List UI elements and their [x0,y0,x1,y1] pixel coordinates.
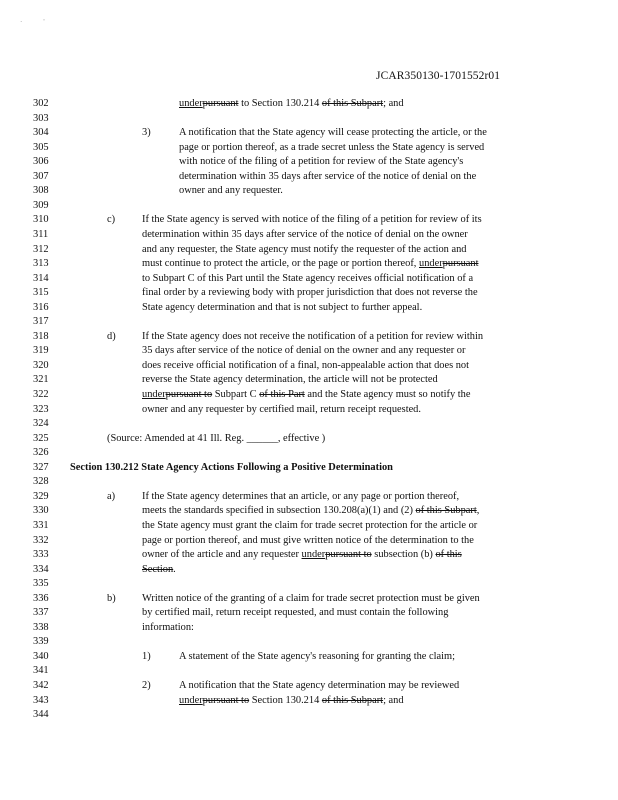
document-line [0,504,618,517]
line-number: 328 [33,476,49,488]
line-number: 337 [33,607,49,619]
deleted-text: pursuant [202,98,239,109]
deleted-text: pursuant to [165,389,213,400]
line-number: 302 [33,98,49,109]
text-run: Section 130.212 State Agency Actions Following a Positive Determination [70,461,393,473]
section-heading [70,461,393,474]
line-number: 312 [33,243,49,255]
line-number: 306 [33,156,49,168]
line-number: 307 [33,170,49,182]
deleted-text: of this Subpart [321,98,384,109]
document-line [0,664,618,677]
text-run: If the State agency determines that an article, or any page or portion thereof, [142,490,460,502]
deleted-text: Section [142,563,174,575]
document-line [0,461,618,474]
inserted-text: under [419,258,443,270]
line-number: 309 [33,199,49,211]
document-line [0,577,618,590]
text-run: A notification that the State agency will cease protecting the article, or the [179,127,487,139]
text-run: and any requester, the State agency must notify the requester of the action and [142,243,467,255]
text-run: If the State agency does not receive the notification of a petition for review within [142,330,484,342]
line-number: 341 [33,665,49,677]
document-line [0,286,618,299]
line-text [142,548,462,561]
deleted-text: of this Part [259,389,305,400]
text-run: does receive official notification of a final, non-appealable action that does not [142,359,469,371]
document-line [0,679,618,692]
line-number: 319 [33,345,49,357]
line-text [142,403,421,416]
line-number: 338 [33,621,49,633]
line-number: 315 [33,287,49,299]
list-marker: d) [107,330,116,342]
document-line [0,141,618,154]
text-run: must continue to protect the article, or the page or portion thereof, [142,258,419,270]
text-run: to Subpart C of this Part until the State agency receives official notification of a [142,272,474,284]
document-line [0,257,618,270]
line-number: 311 [33,228,49,240]
text-run: State agency determination and that is not subject to further appeal. [142,301,423,313]
inserted-text: under [301,549,326,561]
line-number: 327 [33,461,49,473]
deleted-text: pursuant to [202,694,250,706]
line-number: 336 [33,592,49,604]
line-number: 339 [33,636,49,648]
document-line [0,243,618,256]
deleted-text: of this [435,549,462,561]
text-run: . [173,563,176,575]
list-marker: a) [107,490,116,502]
line-text [142,228,468,241]
document-line [0,184,618,197]
line-number: 308 [33,185,49,197]
line-text [142,621,194,634]
inserted-text: under [179,98,203,109]
text-run: owner and any requester by certified mail, return receipt requested. [142,403,421,415]
document-line [0,373,618,386]
line-text [142,272,473,285]
line-text [179,141,484,154]
text-run: final order by a reviewing body with proper jurisdiction that does not reverse the [142,287,478,299]
document-line [0,708,618,721]
line-number: 332 [33,534,49,546]
line-number: 304 [33,127,49,139]
line-text [179,184,283,197]
deleted-text: pursuant to [325,549,372,561]
line-text [142,388,470,401]
text-run: by certified mail, return receipt requested, and must contain the following [142,607,449,619]
document-line [0,650,618,663]
line-number: 326 [33,447,49,459]
document-line [0,272,618,285]
line-number: 329 [33,490,49,502]
text-run: and the State agency must so notify the [304,389,471,400]
document-line [0,228,618,241]
text-run: meets the standards specified in subsection 130.208(a)(1) and (2) [142,505,416,517]
document-line [0,388,618,401]
text-run: determination within 35 days after service of the notice of denial on the [179,170,477,182]
inserted-text: under [179,694,203,706]
line-text [179,97,404,110]
document-line [0,592,618,605]
document-line [0,213,618,226]
text-run: page or portion thereof, and must give written notice of the determination to the [142,534,474,546]
line-number: 344 [33,709,49,721]
text-run: to Section 130.214 [238,98,322,109]
deleted-text: of this Subpart [415,505,477,517]
line-text [142,257,478,270]
line-number: 318 [33,330,49,342]
document-line [0,475,618,488]
line-text [142,344,465,357]
line-number: 334 [33,563,49,575]
document-line [0,548,618,561]
text-run: A statement of the State agency's reasoning for granting the claim; [179,650,455,662]
text-run: subsection (b) [371,549,436,561]
line-number: 316 [33,301,49,313]
document-line [0,155,618,168]
list-marker: 3) [142,127,151,139]
line-number: 310 [33,214,49,226]
document-line [0,606,618,619]
line-number: 321 [33,374,49,386]
line-text [142,592,480,605]
document-line [0,446,618,459]
line-number: 325 [33,432,49,444]
line-text [179,694,404,707]
line-number: 324 [33,418,49,430]
deleted-text: of this Subpart [321,694,384,706]
list-marker: c) [107,214,116,226]
text-run: A notification that the State agency determination may be reviewed [179,680,460,691]
line-text [142,359,469,372]
document-line [0,534,618,547]
line-number: 340 [33,650,49,662]
text-run: If the State agency is served with notice of the filing of a petition for review of its [142,214,482,226]
line-number: 333 [33,549,49,561]
line-text [142,213,482,226]
line-number: 342 [33,680,49,691]
deleted-text: pursuant [442,258,479,270]
list-marker: 2) [142,680,151,691]
document-line [0,199,618,212]
document-line [0,344,618,357]
text-run: Written notice of the granting of a claim for trade secret protection must be given [142,592,480,604]
line-number: 322 [33,389,49,400]
text-run: ; and [383,694,404,706]
document-line [0,97,618,110]
line-text [179,126,487,139]
line-text [142,563,176,576]
document-line [0,330,618,343]
document-line [0,301,618,314]
document-line [0,417,618,430]
line-text [142,606,448,619]
text-run: owner and any requester. [179,185,283,197]
line-text [179,650,455,663]
text-run: the State agency must grant the claim for trade secret protection for the article or [142,519,478,531]
line-text [142,330,483,343]
line-text [142,373,438,386]
line-number: 317 [33,316,49,328]
line-text [179,679,459,692]
line-number: 335 [33,578,49,590]
line-text [107,432,325,445]
line-text [142,301,422,314]
document-line [0,112,618,125]
text-run: 35 days after service of the notice of denial on the owner and any requester or [142,345,466,357]
line-number: 314 [33,272,49,284]
document-line [0,621,618,634]
line-text [142,504,479,517]
scan-specks: · ' [20,18,45,26]
line-text [142,534,474,547]
document-line [0,170,618,183]
text-run: reverse the State agency determination, the article will not be protected [142,374,438,386]
text-run: determination within 35 days after service of the notice of denial on the owner [142,228,468,240]
line-text [142,519,477,532]
document-line [0,563,618,576]
line-number: 303 [33,112,49,124]
text-run: Section 130.214 [249,694,322,706]
text-run: owner of the article and any requester [142,549,302,561]
text-run: (Source: Amended at 41 Ill. Reg. ______, effective ) [107,432,326,444]
document-line [0,403,618,416]
text-run: page or portion thereof, as a trade secret unless the State agency is served [179,141,485,153]
document-line [0,490,618,503]
line-number: 313 [33,258,49,270]
line-text [142,243,466,256]
document-line [0,359,618,372]
list-marker: 1) [142,650,151,662]
line-number: 331 [33,519,49,531]
document-line [0,432,618,445]
inserted-text: under [142,389,166,400]
text-run: ; and [383,98,404,109]
text-run: with notice of the filing of a petition for review of the State agency's [179,156,464,168]
line-number: 323 [33,403,49,415]
document-line [0,519,618,532]
line-text [142,286,478,299]
text-run: , [476,505,480,517]
line-number: 305 [33,141,49,153]
document-line [0,635,618,648]
line-text [179,155,463,168]
line-text [142,490,459,503]
list-marker: b) [107,592,116,604]
text-run: Subpart C [212,389,260,400]
document-line [0,694,618,707]
line-number: 320 [33,359,49,371]
line-number: 330 [33,505,49,517]
document-line [0,315,618,328]
document-line [0,126,618,139]
line-number: 343 [33,694,49,706]
text-run: information: [142,621,194,633]
document-id-header: JCAR350130-1701552r01 [376,70,501,82]
line-text [179,170,476,183]
